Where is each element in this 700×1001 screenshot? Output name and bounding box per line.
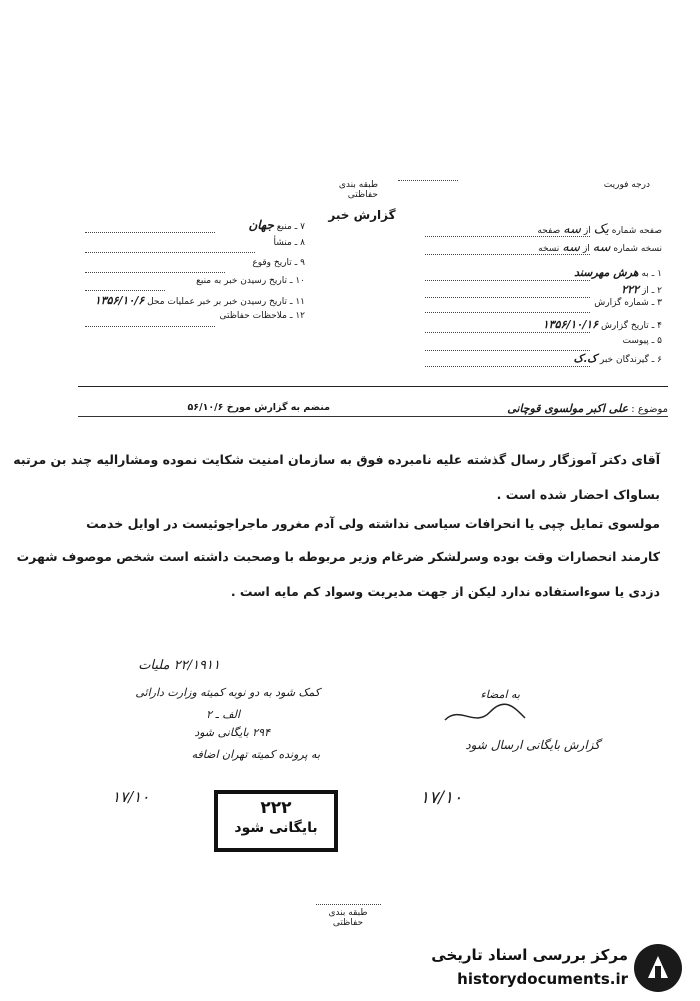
field-from	[420, 283, 662, 296]
dotted-line	[425, 254, 590, 255]
field-label: صفحه شماره	[611, 226, 662, 236]
subject-reference: منضم به گزارش مورخ ۵۶/۱۰/۶	[187, 402, 330, 413]
field-label: ۱۰ ـ تاریخ رسیدن خبر به منبع	[196, 276, 305, 286]
dotted-line	[85, 232, 215, 233]
classification-line	[398, 180, 458, 181]
field-occurrence-date	[80, 258, 305, 268]
field-date-received-ops	[80, 294, 305, 307]
field-value: هرش مهرسند	[574, 266, 639, 279]
field-value: ۱۳۵۶/۱۰/۱۶	[542, 318, 599, 331]
subject-value: علی اکبر مولسوی قوچانی	[507, 402, 629, 415]
field-label: ۷ ـ منبع	[276, 222, 305, 232]
field-value: یک	[593, 222, 609, 237]
handwritten-note: به پرونده کمیته تهران اضافه	[191, 748, 320, 761]
field-label: نسخه شماره	[613, 244, 662, 254]
field-label: ۵ ـ پیوست	[622, 336, 662, 346]
field-label: ۱ ـ به	[641, 269, 662, 279]
field-label: ۹ ـ تاریخ وقوع	[252, 258, 305, 268]
field-unit: صفحه	[537, 226, 561, 236]
field-report-number	[420, 298, 662, 308]
watermark-url: historydocuments.ir	[457, 970, 628, 988]
archive-stamp	[214, 790, 338, 852]
header-separator	[78, 386, 668, 387]
field-security-notes	[80, 311, 305, 321]
signature-icon	[440, 700, 530, 730]
body-line: آقای دکتر آموزگار رسال گذشته علیه نامبرده فوق به سازمان امنیت شکایت نموده ومشارالیه چند بن مرتبه	[13, 452, 660, 467]
dotted-line	[85, 252, 255, 253]
handwritten-note: الف ـ ۲	[206, 708, 240, 721]
dotted-line	[425, 350, 590, 351]
field-page-number	[420, 222, 662, 237]
handwritten-note: ۲۹۴ بایگانی شود	[194, 726, 270, 739]
field-value: ۱۳۵۶/۱۰/۶	[94, 294, 145, 307]
field-label: ۳ ـ شماره گزارش	[594, 298, 662, 308]
field-value: جهان	[248, 218, 274, 232]
report-title: گزارش خبر	[328, 208, 396, 222]
dotted-line	[425, 312, 590, 313]
classification-top: طبقه بندی حفاظتی	[338, 180, 378, 200]
field-of: از	[582, 244, 590, 254]
handwritten-note: به امضاء	[480, 688, 520, 701]
handwritten-note: ۲۲/۱۹۱۱ ملیات	[138, 658, 220, 673]
classification-line	[316, 904, 381, 905]
field-value: سه	[592, 240, 611, 255]
priority-label: درجه فوریت	[603, 180, 650, 190]
dotted-line	[425, 236, 590, 237]
stamp-number: ۲۲۲	[260, 798, 292, 818]
handwritten-note: کمک شود به دو نوبه کمیته وزارت دارائی	[135, 686, 320, 699]
field-date-received-source	[80, 276, 305, 286]
field-of: از	[583, 226, 591, 236]
dotted-line	[85, 272, 225, 273]
field-label: ۴ ـ تاریخ گزارش	[600, 321, 662, 331]
handwritten-note: گزارش بایگانی ارسال شود	[465, 738, 600, 752]
body-line: مولسوی تمایل چپی یا انحرافات سیاسی نداشته ولی آدم مغرور ماجراجوئیست در اوایل خدمت	[86, 516, 660, 531]
field-total: سه	[562, 240, 581, 255]
subject-underline	[78, 416, 668, 417]
field-value: ۲۲۲	[621, 283, 640, 296]
field-to	[420, 266, 662, 279]
field-total: سه	[563, 222, 581, 237]
subject-label: موضوع :	[631, 404, 668, 415]
field-attachment	[420, 336, 662, 346]
watermark-title: مرکز بررسی اسناد تاریخی	[431, 946, 628, 964]
field-report-date	[420, 318, 662, 331]
dotted-line	[425, 280, 590, 281]
body-line: کارمند انحصارات وقت بوده وسرلشکر ضرغام وزیر مربوطه با وصحبت داشته است شخص موصوف شهرت	[16, 549, 660, 564]
field-recipients	[420, 352, 662, 365]
field-label: ۸ ـ منشأ	[273, 238, 305, 248]
archive-logo-icon	[634, 944, 682, 992]
field-label: ۲ ـ از	[641, 286, 662, 296]
field-source	[80, 218, 305, 232]
dotted-line	[425, 366, 590, 367]
handwritten-date: ۱۷/۱۰	[420, 788, 463, 808]
field-label: ۶ ـ گیرندگان خبر	[599, 355, 662, 365]
dotted-line	[85, 290, 165, 291]
stamp-text: بایگانی شود	[234, 820, 318, 836]
field-origin	[80, 238, 305, 248]
field-unit: نسخه	[538, 244, 560, 254]
dotted-line	[85, 326, 215, 327]
dotted-line	[425, 332, 590, 333]
field-label: ۱۱ ـ تاریخ رسیدن خبر بر خبر عملیات محل	[147, 297, 305, 307]
body-line: دزدی یا سوءاستفاده ندارد لیکن از جهت مدیریت وسواد کم مایه است .	[230, 584, 660, 599]
field-value: ک.ک	[573, 352, 597, 365]
field-copy-number	[420, 240, 662, 255]
dotted-line	[425, 297, 590, 298]
classification-bottom: طبقه بندی حفاظتی	[328, 908, 368, 928]
body-line: بساواک احضار شده است .	[496, 487, 660, 502]
field-label: ۱۲ ـ ملاحظات حفاظتی	[219, 311, 305, 321]
handwritten-date: ۱۷/۱۰	[112, 788, 150, 806]
